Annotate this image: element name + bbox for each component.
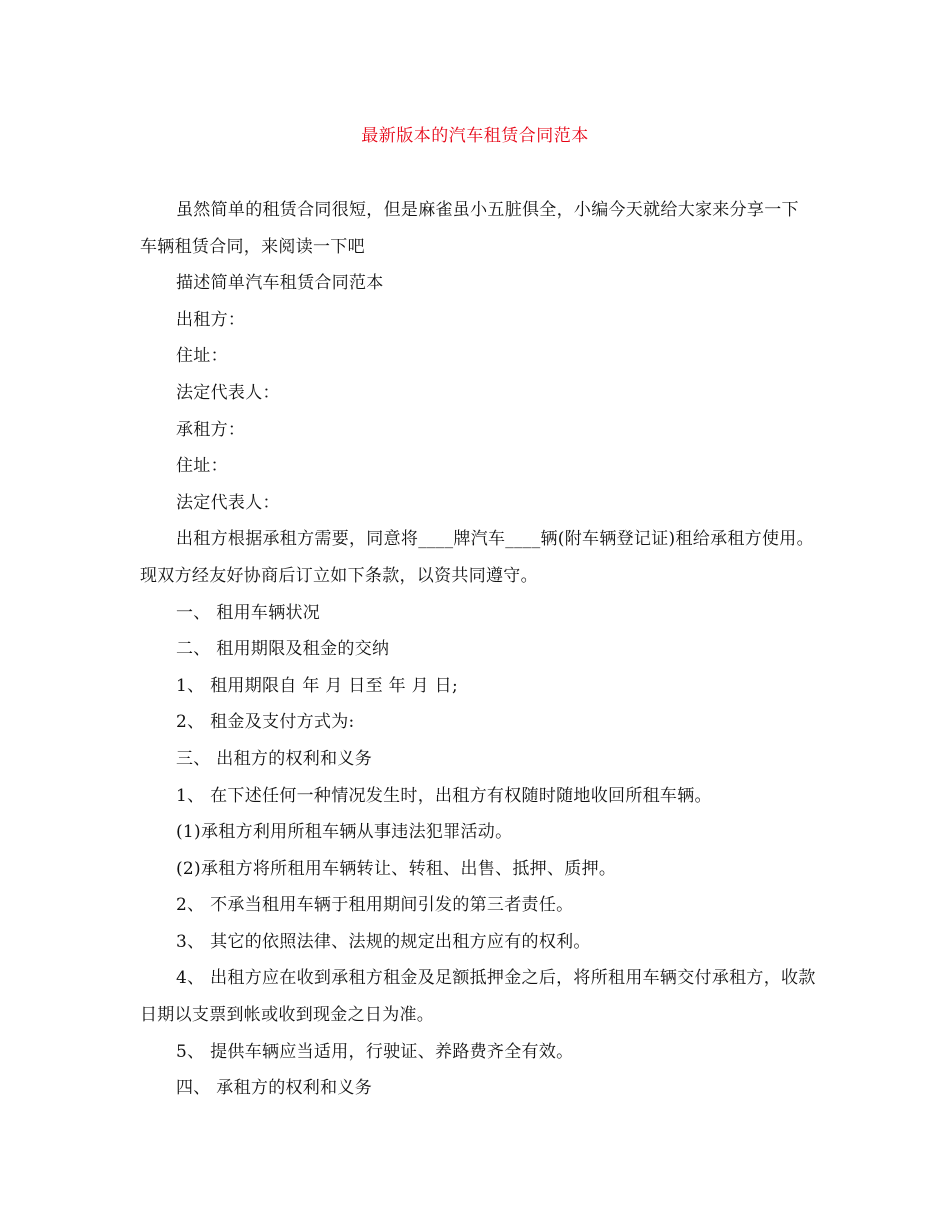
lessee-label: 承租方： [176, 419, 246, 440]
lessor-representative-label: 法定代表人： [176, 382, 280, 403]
section-3-item-1: 1、 在下述任何一种情况发生时，出租方有权随时随地收回所租车辆。 [176, 785, 712, 806]
lessor-label: 出租方： [176, 309, 246, 330]
section-2-item-2: 2、 租金及支付方式为: [176, 712, 355, 733]
section-3-item-4: 4、 出租方应在收到承租方租金及足额抵押金之后，将所租用车辆交付承租方，收款日期以支票到帐或收到现金之日为准。 [140, 968, 816, 1026]
section-3-subitem-2: (2)承租方将所租用车辆转让、转租、出售、抵押、质押。 [176, 858, 617, 879]
paragraph-intro: 虽然简单的租赁合同很短，但是麻雀虽小五脏俱全，小编今天就给大家来分享一下车辆租赁合同，来阅读一下吧 [140, 200, 799, 257]
section-1-heading: 一、 租用车辆状况 [176, 602, 321, 623]
section-3-heading: 三、 出租方的权利和义务 [176, 748, 373, 769]
section-2-heading: 二、 租用期限及租金的交纳 [176, 639, 390, 660]
section-3-item-2: 2、 不承当租用车辆于租用期间引发的第三者责任。 [176, 895, 574, 916]
paragraph-heading: 描述简单汽车租赁合同范本 [176, 273, 384, 294]
section-3-subitem-1: (1)承租方利用所租车辆从事违法犯罪活动。 [176, 822, 513, 843]
section-2-item-1: 1、 租用期限自 年 月 日至 年 月 日; [176, 675, 458, 696]
paragraph-agreement: 出租方根据承租方需要，同意将____牌汽车____辆(附车辆登记证)租给承租方使用。现双方经友好协商后订立如下条款，以资共同遵守。 [140, 529, 814, 586]
lessee-representative-label: 法定代表人： [176, 492, 280, 513]
lessor-address-label: 住址： [176, 346, 228, 367]
section-3-item-3: 3、 其它的依照法律、法规的规定出租方应有的权利。 [176, 931, 591, 952]
document-title: 最新版本的汽车租赁合同范本 [361, 126, 589, 146]
section-3-item-5: 5、 提供车辆应当适用，行驶证、养路费齐全有效。 [176, 1041, 574, 1062]
document-body [140, 192, 816, 1107]
section-4-heading: 四、 承租方的权利和义务 [176, 1078, 373, 1099]
lessee-address-label: 住址： [176, 456, 228, 477]
